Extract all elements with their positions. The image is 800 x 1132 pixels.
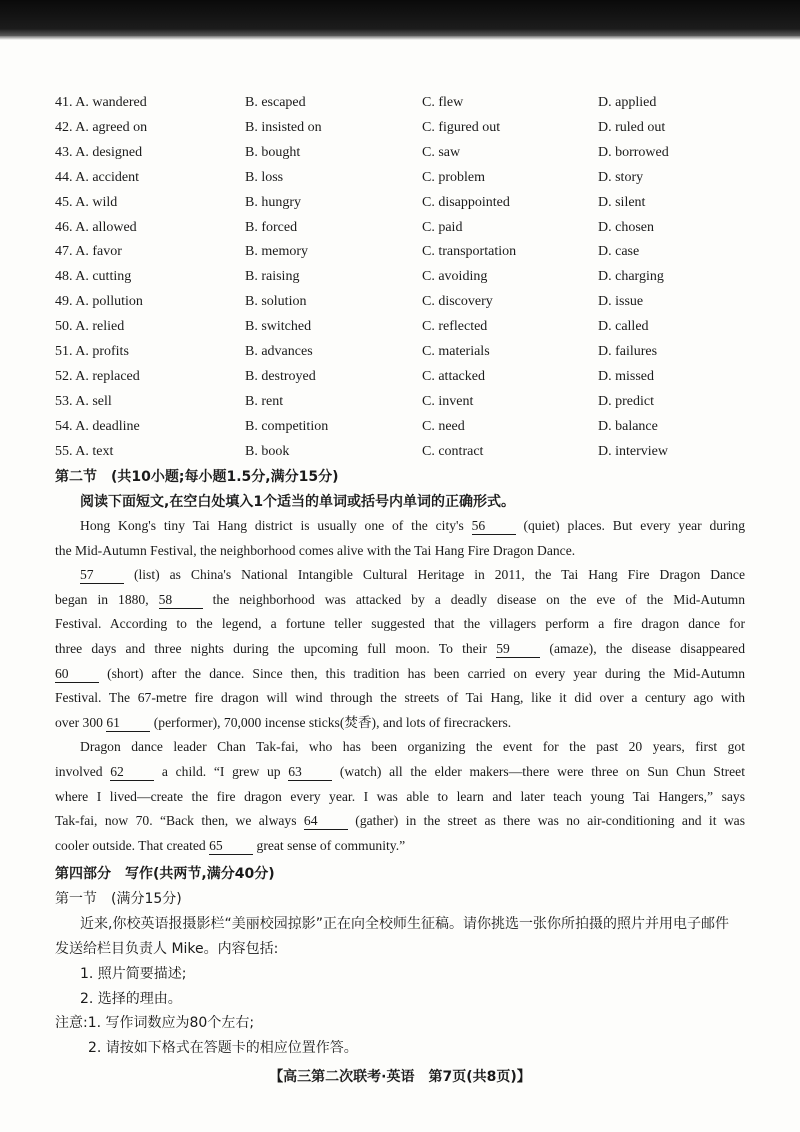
option-d: D. story [598, 169, 644, 185]
option-b: B. insisted on [245, 119, 322, 135]
option-a: 49. A. pollution [55, 294, 143, 310]
passage-text: Dragon dance leader Chan Tak-fai, who has been organizing the event for the past 20 years, first got [80, 739, 745, 755]
passage-text: a child. “I grew up [154, 764, 289, 779]
option-c: C. figured out [422, 119, 501, 135]
page-footer: 【高三第二次联考·英语 第7页(共8页)】 [269, 1069, 531, 1085]
fill-blank: 62 [110, 764, 154, 781]
option-d: D. balance [598, 418, 658, 434]
passage-line [80, 565, 745, 585]
passage-line [55, 614, 745, 634]
passage-line [55, 664, 745, 684]
scan-top-border [0, 0, 800, 36]
passage-text: the Mid-Autumn Festival, the neighborhood comes alive with the Tai Hang Fire Dragon Dance. [55, 542, 576, 558]
option-row [0, 120, 800, 142]
passage-line [55, 713, 745, 733]
part-4-section-1-heading: 第一节 (满分15分) [55, 891, 182, 907]
writing-prompt-line-1: 近来,你校英语报摄影栏“美丽校园掠影”正在向全校师生征稿。请你挑选一张你所拍摄的照片并用电子邮件 [80, 916, 729, 932]
passage-line [80, 516, 745, 536]
option-b: B. destroyed [245, 368, 316, 384]
option-d: D. case [598, 244, 640, 260]
option-d: D. silent [598, 194, 646, 210]
passage-text: Festival. The 67-metre fire dragon will wind through the streets of Tai Hang, like it did over a century ago with [55, 690, 745, 706]
option-d: D. failures [598, 344, 658, 359]
passage-text: (amaze), the disease disappeared [540, 641, 746, 656]
option-b: B. forced [245, 219, 298, 235]
passage-text: where I lived—create the fire dragon every year. I was able to learn and later teach young Tai Hangers,” says [55, 788, 745, 804]
option-c: C. materials [422, 344, 490, 359]
option-row [0, 319, 800, 341]
option-a: 51. A. profits [55, 344, 129, 359]
fill-blank: 61 [106, 715, 150, 732]
option-d: D. charging [598, 269, 664, 285]
option-b: B. switched [245, 319, 312, 335]
writing-prompt-line-2: 发送给栏目负责人 Mike。内容包括: [55, 941, 279, 957]
option-b: B. rent [245, 393, 284, 409]
option-a: 50. A. relied [55, 319, 125, 335]
passage-text: (gather) in the street as there was no air-conditioning and it was [347, 813, 745, 829]
option-row [0, 444, 800, 466]
note-1: 注意:1. 写作词数应为80个左右; [55, 1015, 255, 1031]
fill-blank: 56 [472, 518, 516, 535]
passage-line [55, 787, 745, 807]
note-2: 2. 请按如下格式在答题卡的相应位置作答。 [88, 1040, 358, 1056]
option-d: D. predict [598, 393, 654, 409]
content-item-1: 1. 照片简要描述; [80, 966, 187, 982]
option-row [0, 244, 800, 266]
passage-text: (quiet) places. But every year during [515, 518, 746, 533]
option-c: C. transportation [422, 244, 517, 260]
passage-line [55, 590, 745, 610]
option-b: B. loss [245, 169, 284, 185]
option-d: D. borrowed [598, 144, 669, 160]
option-a: 42. A. agreed on [55, 119, 148, 135]
option-c: C. need [422, 418, 465, 434]
passage-text: (performer), 70,000 incense sticks(焚香), and lots of firecrackers. [150, 714, 512, 730]
passage-text: (short) after the dance. Since then, this tradition has been carried on every year during the Mid-Autumn [99, 665, 745, 681]
option-c: C. paid [422, 219, 463, 235]
option-row [0, 195, 800, 217]
option-row [0, 220, 800, 242]
passage-text: over 300 [55, 714, 107, 730]
scan-edge-shadow [0, 36, 800, 40]
option-row [0, 269, 800, 291]
option-c: C. flew [422, 95, 464, 110]
option-row [0, 95, 800, 117]
passage-line [55, 811, 745, 831]
passage-line [55, 541, 745, 561]
option-a: 41. A. wandered [55, 95, 147, 110]
option-b: B. escaped [245, 95, 306, 110]
passage-text: Hong Kong's tiny Tai Hang district is usually one of the city's [80, 518, 472, 533]
passage-text: (watch) all the elder makers—there were three on Sun Chun Street [332, 764, 745, 779]
option-row [0, 294, 800, 316]
option-c: C. saw [422, 144, 461, 160]
content-item-2: 2. 选择的理由。 [80, 991, 182, 1007]
passage-text: cooler outside. That created [55, 837, 210, 853]
option-d: D. issue [598, 294, 644, 310]
section-2-heading: 第二节 (共10小题;每小题1.5分,满分15分) [55, 469, 339, 485]
option-a: 47. A. favor [55, 244, 122, 260]
option-b: B. advances [245, 344, 313, 359]
option-d: D. applied [598, 95, 657, 110]
option-row [0, 170, 800, 192]
passage-text: three days and three nights during the upcoming full moon. To their [55, 641, 497, 656]
option-b: B. hungry [245, 194, 301, 210]
passage-line [55, 639, 745, 659]
fill-blank: 63 [288, 764, 332, 781]
option-a: 53. A. sell [55, 393, 112, 409]
passage-text: great sense of community.” [253, 837, 406, 853]
option-a: 54. A. deadline [55, 418, 140, 434]
option-c: C. avoiding [422, 269, 488, 285]
option-d: D. ruled out [598, 119, 666, 135]
option-b: B. solution [245, 294, 307, 310]
section-2-instruction: 阅读下面短文,在空白处填入1个适当的单词或括号内单词的正确形式。 [80, 494, 516, 510]
option-d: D. called [598, 319, 649, 335]
part-4-heading: 第四部分 写作(共两节,满分40分) [55, 866, 275, 882]
option-a: 43. A. designed [55, 144, 143, 160]
option-c: C. contract [422, 443, 484, 459]
option-d: D. missed [598, 368, 654, 384]
passage-line [80, 737, 745, 757]
option-c: C. discovery [422, 294, 493, 310]
option-d: D. interview [598, 443, 668, 459]
fill-blank: 60 [55, 666, 99, 683]
option-c: C. attacked [422, 368, 485, 384]
option-b: B. bought [245, 144, 301, 160]
passage-line [55, 836, 745, 856]
option-row [0, 344, 800, 366]
option-a: 52. A. replaced [55, 368, 140, 384]
passage-text: Tak-fai, now 70. “Back then, we always [55, 813, 304, 829]
option-row [0, 145, 800, 167]
option-c: C. problem [422, 169, 485, 185]
passage-text: Festival. According to the legend, a fortune teller suggested that the villagers perform a fire dragon dance for [55, 616, 745, 632]
option-c: C. disappointed [422, 194, 510, 210]
option-a: 46. A. allowed [55, 219, 137, 235]
passage-text: (list) as China's National Intangible Cultural Heritage in 2011, the Tai Hang Fire Dragon Dance [124, 567, 745, 583]
fill-blank: 59 [496, 641, 540, 658]
option-a: 48. A. cutting [55, 269, 132, 285]
fill-blank: 64 [304, 813, 348, 830]
fill-blank: 57 [80, 567, 124, 584]
passage-text: began in 1880, [55, 591, 159, 607]
option-row [0, 394, 800, 416]
option-d: D. chosen [598, 219, 654, 235]
option-b: B. raising [245, 269, 300, 285]
option-a: 55. A. text [55, 443, 114, 459]
option-a: 44. A. accident [55, 169, 139, 185]
option-b: B. competition [245, 418, 329, 434]
passage-text: the neighborhood was attacked by a deadly disease on the eve of the Mid-Autumn [202, 591, 745, 607]
option-b: B. book [245, 443, 290, 459]
passage-text: involved [55, 764, 111, 779]
passage-line [55, 762, 745, 782]
option-row [0, 419, 800, 441]
fill-blank: 65 [209, 838, 253, 855]
option-b: B. memory [245, 244, 308, 260]
option-c: C. reflected [422, 319, 488, 335]
option-c: C. invent [422, 393, 474, 409]
fill-blank: 58 [159, 592, 203, 609]
passage-line [55, 688, 745, 708]
option-row [0, 369, 800, 391]
option-a: 45. A. wild [55, 194, 118, 210]
